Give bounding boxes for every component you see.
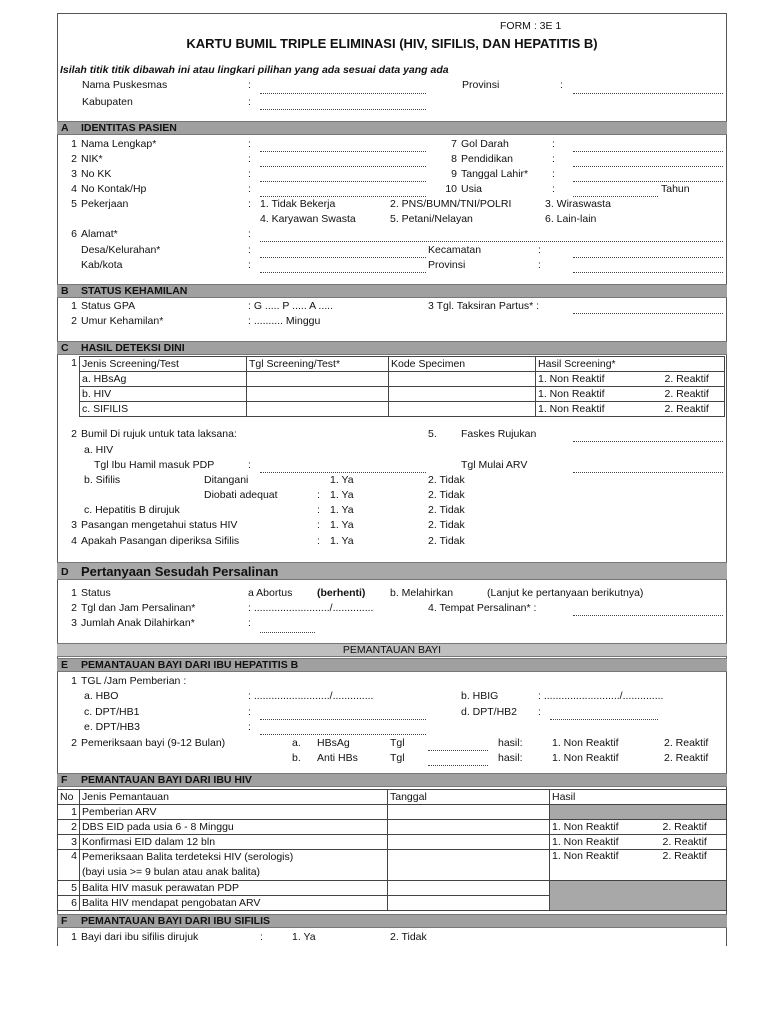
section-e-header [57, 658, 727, 672]
colon: : [538, 259, 541, 271]
section-f2-header [57, 914, 727, 928]
status-label: Status [81, 587, 111, 599]
option-ya[interactable]: 1. Ya [330, 504, 354, 516]
tgl-lahir-field[interactable] [573, 181, 723, 182]
option-marker: a. [292, 737, 301, 749]
provinsi-label: Provinsi [428, 259, 466, 271]
colon: : [248, 244, 251, 256]
periksa-label: Pemeriksaan bayi (9-12 Bulan) [81, 737, 226, 749]
colon: : [248, 706, 251, 718]
table-cell: Balita HIV masuk perawatan PDP [80, 881, 388, 896]
hiv-monitoring-table [57, 789, 727, 911]
table-header: No [58, 790, 80, 805]
row-number: 2 [58, 820, 80, 835]
nama-label: Nama Lengkap* [81, 138, 157, 150]
row-number: 4 [71, 535, 77, 547]
pasangan-status-label: Pasangan mengetahui status HIV [81, 519, 238, 531]
colon: : [248, 153, 251, 165]
option-tidak[interactable]: 2. Tidak [428, 519, 465, 531]
option-non-reaktif[interactable]: 1. Non Reaktif [552, 737, 619, 749]
umur-label: Umur Kehamilan* [81, 315, 164, 327]
row-number: 1 [71, 300, 77, 312]
row-number: 2 [71, 602, 77, 614]
row-number: 1 [71, 931, 77, 943]
sifilis-label: b. Sifilis [84, 474, 121, 486]
form-title: KARTU BUMIL TRIPLE ELIMINASI (HIV, SIFILIS, DAN HEPATITIS B) [186, 36, 598, 51]
section-title: STATUS KEHAMILAN [81, 285, 188, 297]
option-reaktif[interactable]: 2. Reaktif [664, 388, 709, 400]
form-code: FORM : 3E 1 [500, 20, 562, 32]
option-non-reaktif[interactable]: 1. Non Reaktif [552, 821, 619, 833]
tgl-field[interactable] [428, 750, 488, 751]
option-ya[interactable]: 1. Ya [330, 519, 354, 531]
table-header-row [58, 790, 727, 805]
option-ya[interactable]: 1. Ya [330, 474, 354, 486]
colon: : [552, 183, 555, 195]
hasil-label: hasil: [498, 737, 523, 749]
row-number: 6 [58, 896, 80, 911]
row-number: 5 [71, 198, 77, 210]
hasil-cell-disabled [550, 881, 727, 911]
option-tidak[interactable]: 2. Tidak [428, 474, 465, 486]
row-number: 2 [71, 737, 77, 749]
tgl-field[interactable] [428, 765, 488, 766]
nik-field[interactable] [260, 166, 426, 167]
tanggal-cell[interactable] [388, 805, 550, 820]
hbsag-label: HBsAg [317, 737, 350, 749]
tanggal-cell[interactable] [388, 881, 550, 896]
colon: : [248, 183, 251, 195]
table-header: Kode Specimen [389, 357, 536, 372]
arv-field[interactable] [573, 472, 723, 473]
option-reaktif[interactable]: 2. Reaktif [662, 821, 707, 833]
colon: : [552, 138, 555, 150]
option-reaktif[interactable]: 2. Reaktif [664, 403, 709, 415]
berhenti-note: (berhenti) [317, 587, 366, 599]
hbo-label: a. HBO [84, 690, 119, 702]
table-header-row [80, 357, 725, 372]
table-header: Tgl Screening/Test* [247, 357, 389, 372]
colon: : [248, 459, 251, 471]
provinsi-label: Provinsi [462, 79, 500, 91]
row-number: 4 [71, 183, 77, 195]
option-tidak[interactable]: 2. Tidak [428, 504, 465, 516]
hasil-cell[interactable] [536, 402, 725, 417]
option-reaktif[interactable]: 2. Reaktif [662, 850, 707, 862]
option-ya[interactable]: 1. Ya [292, 931, 316, 943]
row-number: 3 [71, 168, 77, 180]
nokk-field[interactable] [260, 181, 426, 182]
hasil-cell[interactable] [550, 835, 727, 850]
table-row [58, 850, 727, 881]
tgl-lahir-label: Tanggal Lahir* [461, 168, 529, 180]
table-cell: b. HIV [80, 387, 247, 402]
colon: : [248, 138, 251, 150]
pasangan-periksa-label: Apakah Pasangan diperiksa Sifilis [81, 535, 240, 547]
row-number: 2 [71, 428, 77, 440]
tgl-label: Tgl [390, 737, 405, 749]
section-letter: C [61, 342, 69, 354]
job-option[interactable]: 2. PNS/BUMN/TNI/POLRI [390, 198, 512, 210]
colon: : [317, 504, 320, 516]
row-number: 7 [451, 138, 457, 150]
table-cell: DBS EID pada usia 6 - 8 Minggu [80, 820, 388, 835]
table-row [58, 881, 727, 896]
row-number: 2 [71, 153, 77, 165]
hasil-label: hasil: [498, 752, 523, 764]
section-title: Pertanyaan Sesudah Persalinan [81, 564, 279, 579]
option-non-reaktif[interactable]: 1. Non Reaktif [552, 752, 619, 764]
kode-cell[interactable] [389, 372, 536, 387]
kontak-field[interactable] [260, 196, 426, 197]
row-number: 1 [71, 357, 77, 369]
row-number: 1 [71, 675, 77, 687]
cell-line: Pemeriksaan Balita terdeteksi HIV (serologis) [82, 851, 294, 863]
job-option[interactable]: 6. Lain-lain [545, 213, 597, 225]
table-header: Jenis Pemantauan [80, 790, 388, 805]
section-c-header [57, 341, 727, 355]
desa-field[interactable] [260, 257, 426, 258]
tanggal-cell[interactable] [388, 835, 550, 850]
table-cell: Konfirmasi EID dalam 12 bln [80, 835, 388, 850]
colon: : [317, 489, 320, 501]
dpt3-field[interactable] [260, 734, 426, 735]
cell-line: (bayi usia >= 9 bulan atau anak balita) [82, 866, 261, 878]
job-option[interactable]: 3. Wiraswasta [545, 198, 611, 210]
option-tidak[interactable]: 2. Tidak [390, 931, 427, 943]
tanggal-cell[interactable] [388, 850, 550, 881]
table-row [80, 372, 725, 387]
pendidikan-field[interactable] [573, 166, 723, 167]
antihbs-label: Anti HBs [317, 752, 358, 764]
dpt3-label: e. DPT/HB3 [84, 721, 141, 733]
row-number: 5 [58, 881, 80, 896]
nama-field[interactable] [260, 151, 426, 152]
puskesmas-label: Nama Puskesmas [82, 79, 168, 91]
pendidikan-label: Pendidikan [461, 153, 513, 165]
job-option[interactable]: 5. Petani/Nelayan [390, 213, 473, 225]
colon: : [248, 228, 251, 240]
gol-darah-label: Gol Darah [461, 138, 509, 150]
kontak-label: No Kontak/Hp [81, 183, 147, 195]
option-marker: b. [292, 752, 301, 764]
colon: : [560, 79, 563, 91]
colon: : [248, 721, 251, 733]
section-title: IDENTITAS PASIEN [81, 122, 177, 134]
table-cell [80, 850, 388, 881]
pemantauan-bayi-header [57, 643, 727, 657]
option-ya[interactable]: 1. Ya [330, 489, 354, 501]
gol-darah-field[interactable] [573, 151, 723, 152]
row-number: 3 [71, 519, 77, 531]
desa-label: Desa/Kelurahan* [81, 244, 161, 256]
rujuk-label: Bumil Di rujuk untuk tata laksana: [81, 428, 237, 440]
row-number: 2 [71, 315, 77, 327]
alamat-field[interactable] [260, 241, 723, 242]
section-letter: E [61, 659, 69, 671]
hasil-cell[interactable] [536, 387, 725, 402]
table-row [58, 805, 727, 820]
hasil-cell[interactable] [550, 850, 727, 881]
colon: : [248, 198, 251, 210]
section-a-header [57, 121, 727, 135]
pdp-label: Tgl Ibu Hamil masuk PDP [94, 459, 215, 471]
option-reaktif[interactable]: 2. Reaktif [664, 737, 709, 749]
colon: : [248, 79, 251, 91]
colon: : [260, 931, 263, 943]
colon: : [552, 168, 555, 180]
table-cell: c. SIFILIS [80, 402, 247, 417]
provinsi-field[interactable] [573, 93, 723, 94]
section-f-header [57, 773, 727, 787]
tempat-label: 4. Tempat Persalinan* : [428, 602, 537, 614]
table-header: Jenis Screening/Test [80, 357, 247, 372]
tgl-jam-pemberian-label: TGL /Jam Pemberian : [81, 675, 187, 687]
kab-field[interactable] [260, 272, 426, 273]
row-number: 1 [58, 805, 80, 820]
option-reaktif[interactable]: 2. Reaktif [662, 836, 707, 848]
option-reaktif[interactable]: 2. Reaktif [664, 373, 709, 385]
kabupaten-label: Kabupaten [82, 96, 133, 108]
taksiran-field[interactable] [573, 313, 723, 314]
taksiran-label: 3 Tgl. Taksiran Partus* : [428, 300, 540, 312]
tgl-label: Tgl [390, 752, 405, 764]
section-letter: B [61, 285, 69, 297]
kecamatan-field[interactable] [573, 257, 723, 258]
arv-label: Tgl Mulai ARV [461, 459, 528, 471]
table-header: Hasil [550, 790, 727, 805]
job-option[interactable]: 4. Karyawan Swasta [260, 213, 356, 225]
tanggal-cell[interactable] [388, 820, 550, 835]
colon: : [538, 244, 541, 256]
kabupaten-field[interactable] [260, 109, 426, 110]
colon: : [317, 535, 320, 547]
tgl-jam-label: Tgl dan Jam Persalinan* [81, 602, 196, 614]
colon: : [317, 519, 320, 531]
section-title: PEMANTAUAN BAYI DARI IBU HIV [81, 774, 252, 786]
dpt1-field[interactable] [260, 719, 426, 720]
screening-table [79, 356, 725, 417]
instruction-text: Isilah titik titik dibawah ini atau lingkari pilihan yang ada sesuai data yang ada [60, 64, 449, 76]
table-cell: Balita HIV mendapat pengobatan ARV [80, 896, 388, 911]
option-abortus[interactable]: a Abortus [248, 587, 293, 599]
kab-label: Kab/kota [81, 259, 123, 271]
dpt2-field[interactable] [550, 719, 658, 720]
colon: : [248, 168, 251, 180]
hasil-cell[interactable] [550, 820, 727, 835]
section-title: PEMANTAUAN BAYI DARI IBU HEPATITIS B [81, 659, 299, 671]
tempat-field[interactable] [573, 615, 723, 616]
colon: : [248, 617, 251, 629]
section-letter: D [61, 566, 69, 578]
job-option[interactable]: 1. Tidak Bekerja [260, 198, 336, 210]
puskesmas-field[interactable] [260, 93, 426, 94]
tanggal-cell[interactable] [388, 896, 550, 911]
kode-cell[interactable] [389, 402, 536, 417]
section-b-header [57, 284, 727, 298]
lanjut-note: (Lanjut ke pertanyaan berikutnya) [487, 587, 644, 599]
faskes-field[interactable] [573, 441, 723, 442]
section-d-header [57, 562, 727, 580]
option-reaktif[interactable]: 2. Reaktif [664, 752, 709, 764]
hbig-label: b. HBIG [461, 690, 499, 702]
usia-field[interactable] [573, 196, 658, 197]
tgl-cell[interactable] [247, 372, 389, 387]
row-number: 4 [58, 850, 80, 881]
row-number: 1 [71, 138, 77, 150]
table-header: Hasil Screening* [536, 357, 725, 372]
jumlah-label: Jumlah Anak Dilahirkan* [81, 617, 195, 629]
table-header: Tanggal [388, 790, 550, 805]
row-number: 9 [451, 168, 457, 180]
kode-cell[interactable] [389, 387, 536, 402]
hasil-cell-disabled [550, 805, 727, 820]
gpa-field[interactable]: : G ..... P ..... A ..... [248, 300, 334, 312]
option-melahirkan[interactable]: b. Melahirkan [390, 587, 454, 599]
hasil-cell[interactable] [536, 372, 725, 387]
row-number: 3 [71, 617, 77, 629]
option-non-reaktif[interactable]: 1. Non Reaktif [552, 850, 619, 862]
row-number: 1 [71, 587, 77, 599]
dirujuk-label: Bayi dari ibu sifilis dirujuk [81, 931, 199, 943]
ditangani-label: Ditangani [204, 474, 249, 486]
colon: : [538, 706, 541, 718]
usia-label: Usia [461, 183, 483, 195]
pemantauan-title: PEMANTAUAN BAYI [342, 644, 442, 656]
tahun-label: Tahun [661, 183, 690, 195]
provinsi-field[interactable] [573, 272, 723, 273]
gpa-label: Status GPA [81, 300, 136, 312]
faskes-number: 5. [428, 428, 437, 440]
nokk-label: No KK [81, 168, 112, 180]
option-ya[interactable]: 1. Ya [330, 535, 354, 547]
table-cell: a. HBsAg [80, 372, 247, 387]
row-number: 3 [58, 835, 80, 850]
row-number: 10 [445, 183, 457, 195]
section-letter: F [61, 915, 68, 927]
tgl-jam-field[interactable]: : ........................../.............. [248, 602, 374, 614]
option-non-reaktif[interactable]: 1. Non Reaktif [538, 403, 605, 415]
option-non-reaktif[interactable]: 1. Non Reaktif [552, 836, 619, 848]
faskes-label: Faskes Rujukan [461, 428, 537, 440]
table-cell: Pemberian ARV [80, 805, 388, 820]
jumlah-field[interactable] [260, 632, 315, 633]
alamat-label: Alamat* [81, 228, 118, 240]
kecamatan-label: Kecamatan [428, 244, 482, 256]
section-title: HASIL DETEKSI DINI [81, 342, 185, 354]
table-row [58, 835, 727, 850]
option-non-reaktif[interactable]: 1. Non Reaktif [538, 373, 605, 385]
colon: : [552, 153, 555, 165]
option-tidak[interactable]: 2. Tidak [428, 489, 465, 501]
row-number: 6 [71, 228, 77, 240]
diobati-label: Diobati adequat [204, 489, 278, 501]
hbig-field[interactable]: : ........................../.............. [538, 690, 664, 702]
table-row [80, 387, 725, 402]
dpt1-label: c. DPT/HB1 [84, 706, 140, 718]
hbo-field[interactable]: : ........................../.............. [248, 690, 374, 702]
dpt2-label: d. DPT/HB2 [461, 706, 518, 718]
hiv-label: a. HIV [84, 444, 114, 456]
umur-field[interactable]: : .......... Minggu [248, 315, 321, 327]
section-title: PEMANTAUAN BAYI DARI IBU SIFILIS [81, 915, 271, 927]
hepb-label: c. Hepatitis B dirujuk [84, 504, 180, 516]
nik-label: NIK* [81, 153, 103, 165]
table-row [58, 820, 727, 835]
table-row [80, 402, 725, 417]
colon: : [248, 96, 251, 108]
option-non-reaktif[interactable]: 1. Non Reaktif [538, 388, 605, 400]
pekerjaan-label: Pekerjaan [81, 198, 129, 210]
row-number: 8 [451, 153, 457, 165]
tgl-cell[interactable] [247, 387, 389, 402]
colon: : [248, 259, 251, 271]
pdp-field[interactable] [260, 472, 426, 473]
tgl-cell[interactable] [247, 402, 389, 417]
section-letter: A [61, 122, 69, 134]
option-tidak[interactable]: 2. Tidak [428, 535, 465, 547]
section-letter: F [61, 774, 68, 786]
